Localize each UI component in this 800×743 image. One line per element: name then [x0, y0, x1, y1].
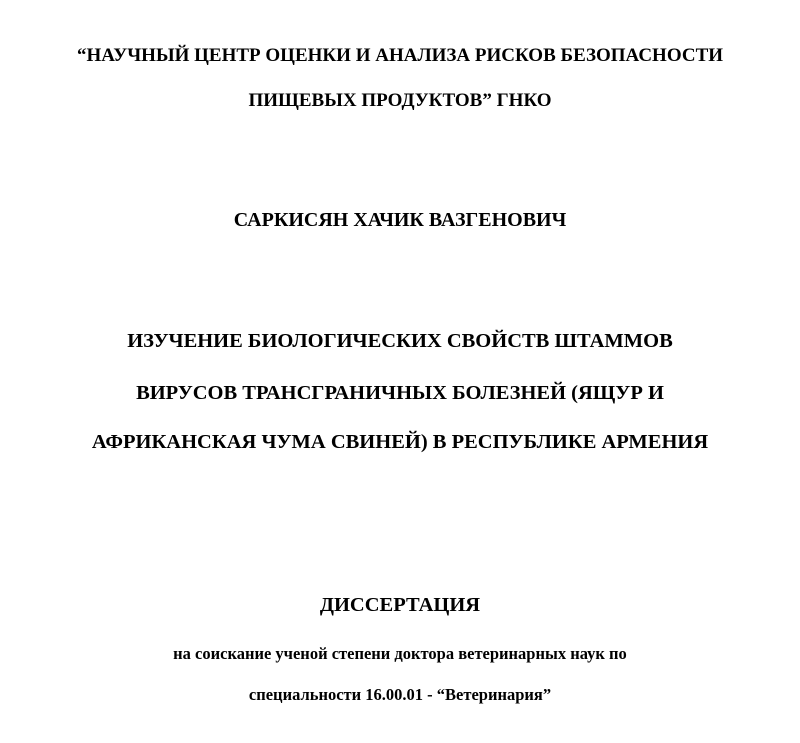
dissertation-title-line-2: ВИРУСОВ ТРАНСГРАНИЧНЫХ БОЛЕЗНЕЙ (ЯЩУР И	[136, 382, 664, 404]
degree-statement-line-2: специальности 16.00.01 - “Ветеринария”	[248, 685, 552, 704]
dissertation-title-line-1: ИЗУЧЕНИЕ БИОЛОГИЧЕСКИХ СВОЙСТВ ШТАММОВ	[127, 330, 673, 352]
organization-name-line-1: “НАУЧНЫЙ ЦЕНТР ОЦЕНКИ И АНАЛИЗА РИСКОВ БЕЗОПАСНОСТИ	[76, 45, 724, 66]
degree-statement-line-1: на соискание ученой степени доктора ветеринарных наук по	[173, 644, 627, 663]
dissertation-title-line-3: АФРИКАНСКАЯ ЧУМА СВИНЕЙ) В РЕСПУБЛИКЕ АРМЕНИЯ	[91, 431, 709, 453]
author-name: САРКИСЯН ХАЧИК ВАЗГЕНОВИЧ	[233, 209, 567, 231]
organization-name-line-2: ПИЩЕВЫХ ПРОДУКТОВ” ГНКО	[248, 90, 552, 111]
document-type: ДИССЕРТАЦИЯ	[319, 594, 481, 616]
